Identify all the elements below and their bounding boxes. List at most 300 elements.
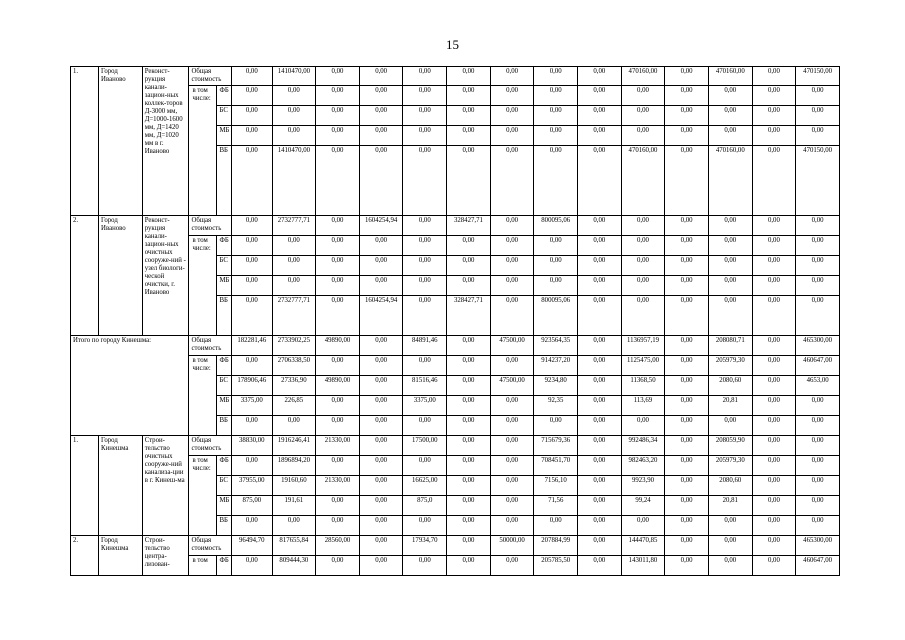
value-cell: 2732777,71 — [272, 296, 316, 336]
value-cell: 0,00 — [359, 276, 403, 296]
value-cell: 208059,90 — [708, 436, 752, 456]
item-description: Реконст-рукция канали-зацион-ных очистных сооруже-ний - узел биологи-ческой очистки, г. Иваново — [142, 216, 189, 336]
value-cell: 0,00 — [665, 276, 709, 296]
value-cell: 0,00 — [752, 106, 796, 126]
total-cost-label: Общая стоимость — [189, 536, 232, 556]
value-cell: 0,00 — [665, 296, 709, 336]
value-cell: 49890,00 — [316, 376, 360, 396]
funding-source: ВБ — [217, 296, 232, 336]
item-number: 1. — [71, 67, 99, 216]
value-cell: 0,00 — [708, 516, 752, 536]
value-cell: 0,00 — [447, 516, 491, 536]
value-cell: 460647,00 — [796, 356, 840, 376]
value-cell: 0,00 — [316, 106, 360, 126]
value-cell: 0,00 — [316, 556, 360, 576]
value-cell: 0,00 — [665, 216, 709, 236]
value-cell: 0,00 — [359, 256, 403, 276]
value-cell: 0,00 — [578, 536, 622, 556]
value-cell: 4653,00 — [796, 376, 840, 396]
value-cell: 0,00 — [232, 86, 273, 106]
value-cell: 0,00 — [316, 126, 360, 146]
value-cell: 0,00 — [578, 516, 622, 536]
value-cell: 0,00 — [403, 276, 447, 296]
value-cell: 20,81 — [708, 396, 752, 416]
value-cell: 0,00 — [534, 236, 578, 256]
value-cell: 50000,00 — [490, 536, 534, 556]
value-cell: 0,00 — [447, 146, 491, 216]
value-cell: 47500,00 — [490, 376, 534, 396]
value-cell: 182281,46 — [232, 336, 273, 356]
value-cell: 0,00 — [578, 67, 622, 86]
value-cell: 0,00 — [578, 356, 622, 376]
value-cell: 0,00 — [490, 556, 534, 576]
value-cell: 0,00 — [708, 236, 752, 256]
value-cell: 0,00 — [490, 126, 534, 146]
value-cell: 0,00 — [621, 236, 665, 256]
value-cell: 92,35 — [534, 396, 578, 416]
value-cell: 0,00 — [490, 476, 534, 496]
value-cell: 0,00 — [796, 106, 840, 126]
value-cell: 0,00 — [447, 86, 491, 106]
funding-source: ФБ — [217, 556, 232, 576]
value-cell: 0,00 — [232, 146, 273, 216]
value-cell: 0,00 — [490, 67, 534, 86]
funding-source: ВБ — [217, 516, 232, 536]
value-cell: 0,00 — [752, 216, 796, 236]
funding-source: МБ — [217, 396, 232, 416]
funding-source: БС — [217, 476, 232, 496]
value-cell: 0,00 — [232, 296, 273, 336]
value-cell: 0,00 — [490, 86, 534, 106]
total-cost-label: Общая стоимость — [189, 67, 232, 86]
value-cell: 0,00 — [490, 356, 534, 376]
value-cell: 2733902,25 — [272, 336, 316, 356]
value-cell: 0,00 — [316, 356, 360, 376]
value-cell: 0,00 — [490, 396, 534, 416]
value-cell: 205785,50 — [534, 556, 578, 576]
table-row — [71, 336, 840, 356]
value-cell: 0,00 — [403, 456, 447, 476]
value-cell: 1410470,00 — [272, 146, 316, 216]
value-cell: 992486,34 — [621, 436, 665, 456]
value-cell: 0,00 — [578, 456, 622, 476]
value-cell: 0,00 — [490, 106, 534, 126]
value-cell: 0,00 — [232, 516, 273, 536]
value-cell: 21330,00 — [316, 476, 360, 496]
value-cell: 0,00 — [316, 236, 360, 256]
value-cell: 0,00 — [272, 256, 316, 276]
value-cell: 0,00 — [232, 106, 273, 126]
value-cell: 205979,30 — [708, 456, 752, 476]
value-cell: 9923,90 — [621, 476, 665, 496]
funding-source: ФБ — [217, 236, 232, 256]
value-cell: 2706338,50 — [272, 356, 316, 376]
item-city: Город Кинешма — [99, 536, 143, 576]
item-city: Город Кинешма — [99, 436, 143, 536]
value-cell: 0,00 — [534, 276, 578, 296]
value-cell: 0,00 — [752, 456, 796, 476]
value-cell: 0,00 — [447, 126, 491, 146]
value-cell: 3375,00 — [232, 396, 273, 416]
value-cell: 0,00 — [490, 436, 534, 456]
value-cell: 0,00 — [490, 416, 534, 436]
value-cell: 0,00 — [359, 456, 403, 476]
value-cell: 0,00 — [752, 296, 796, 336]
value-cell: 0,00 — [359, 146, 403, 216]
value-cell: 208080,71 — [708, 336, 752, 356]
value-cell: 0,00 — [665, 236, 709, 256]
value-cell: 0,00 — [316, 146, 360, 216]
value-cell: 47500,00 — [490, 336, 534, 356]
value-cell: 0,00 — [752, 356, 796, 376]
value-cell: 0,00 — [359, 536, 403, 556]
value-cell: 3375,00 — [403, 396, 447, 416]
value-cell: 144470,85 — [621, 536, 665, 556]
value-cell: 0,00 — [708, 106, 752, 126]
value-cell: 0,00 — [752, 496, 796, 516]
value-cell: 49890,00 — [316, 336, 360, 356]
value-cell: 0,00 — [708, 416, 752, 436]
value-cell: 460647,00 — [796, 556, 840, 576]
value-cell: 0,00 — [447, 436, 491, 456]
value-cell: 96494,70 — [232, 536, 273, 556]
value-cell: 0,00 — [621, 516, 665, 536]
value-cell: 0,00 — [665, 416, 709, 436]
value-cell: 800095,06 — [534, 296, 578, 336]
value-cell: 0,00 — [359, 396, 403, 416]
value-cell: 923564,35 — [534, 336, 578, 356]
value-cell: 0,00 — [578, 416, 622, 436]
value-cell: 0,00 — [316, 496, 360, 516]
value-cell: 0,00 — [578, 296, 622, 336]
value-cell: 0,00 — [447, 536, 491, 556]
value-cell: 0,00 — [359, 416, 403, 436]
value-cell: 0,00 — [359, 356, 403, 376]
value-cell: 470160,00 — [708, 67, 752, 86]
funding-source: МБ — [217, 126, 232, 146]
value-cell: 0,00 — [447, 67, 491, 86]
total-cost-label: Общая стоимость — [189, 436, 232, 456]
value-cell: 0,00 — [272, 416, 316, 436]
value-cell: 0,00 — [621, 86, 665, 106]
value-cell: 0,00 — [359, 436, 403, 456]
value-cell: 191,61 — [272, 496, 316, 516]
value-cell: 0,00 — [359, 86, 403, 106]
value-cell: 19160,60 — [272, 476, 316, 496]
value-cell: 0,00 — [578, 436, 622, 456]
value-cell: 708451,70 — [534, 456, 578, 476]
value-cell: 875,00 — [232, 496, 273, 516]
value-cell: 470150,00 — [796, 67, 840, 86]
including-label: в том числе: — [189, 356, 217, 436]
value-cell: 0,00 — [665, 356, 709, 376]
value-cell: 0,00 — [403, 86, 447, 106]
item-number: 1. — [71, 436, 99, 536]
value-cell: 0,00 — [578, 146, 622, 216]
value-cell: 0,00 — [578, 126, 622, 146]
value-cell: 0,00 — [447, 396, 491, 416]
page-number: 15 — [446, 37, 459, 52]
value-cell: 0,00 — [316, 296, 360, 336]
value-cell: 0,00 — [796, 456, 840, 476]
value-cell: 0,00 — [490, 516, 534, 536]
value-cell: 0,00 — [447, 476, 491, 496]
value-cell: 1604254,94 — [359, 216, 403, 236]
value-cell: 0,00 — [534, 516, 578, 536]
value-cell: 0,00 — [708, 276, 752, 296]
value-cell: 0,00 — [796, 436, 840, 456]
value-cell: 0,00 — [359, 126, 403, 146]
funding-source: ФБ — [217, 456, 232, 476]
value-cell: 0,00 — [272, 516, 316, 536]
value-cell: 81516,46 — [403, 376, 447, 396]
value-cell: 21330,00 — [316, 436, 360, 456]
value-cell: 0,00 — [403, 67, 447, 86]
value-cell: 99,24 — [621, 496, 665, 516]
value-cell: 226,85 — [272, 396, 316, 416]
value-cell: 7156,10 — [534, 476, 578, 496]
value-cell: 0,00 — [665, 396, 709, 416]
value-cell: 0,00 — [447, 336, 491, 356]
value-cell: 0,00 — [665, 556, 709, 576]
value-cell: 205979,30 — [708, 356, 752, 376]
value-cell: 0,00 — [665, 536, 709, 556]
value-cell: 0,00 — [534, 416, 578, 436]
value-cell: 0,00 — [403, 216, 447, 236]
value-cell: 817655,84 — [272, 536, 316, 556]
value-cell: 0,00 — [272, 276, 316, 296]
value-cell: 0,00 — [490, 216, 534, 236]
value-cell: 470160,00 — [621, 146, 665, 216]
value-cell: 0,00 — [796, 276, 840, 296]
value-cell: 1410470,00 — [272, 67, 316, 86]
value-cell: 27336,90 — [272, 376, 316, 396]
value-cell: 0,00 — [316, 67, 360, 86]
value-cell: 0,00 — [490, 276, 534, 296]
value-cell: 0,00 — [490, 146, 534, 216]
value-cell: 0,00 — [534, 256, 578, 276]
value-cell: 0,00 — [447, 256, 491, 276]
value-cell: 0,00 — [316, 256, 360, 276]
value-cell: 0,00 — [621, 296, 665, 336]
table-row — [71, 216, 840, 236]
value-cell: 0,00 — [447, 356, 491, 376]
value-cell: 470160,00 — [708, 146, 752, 216]
value-cell: 0,00 — [578, 496, 622, 516]
value-cell: 0,00 — [316, 276, 360, 296]
value-cell: 0,00 — [490, 296, 534, 336]
value-cell: 0,00 — [359, 106, 403, 126]
value-cell: 84891,46 — [403, 336, 447, 356]
value-cell: 0,00 — [665, 336, 709, 356]
value-cell: 0,00 — [708, 536, 752, 556]
value-cell: 0,00 — [359, 336, 403, 356]
value-cell: 0,00 — [359, 376, 403, 396]
value-cell: 0,00 — [752, 86, 796, 106]
item-description: Строи-тельство центра-лизован- — [142, 536, 189, 576]
value-cell: 38830,00 — [232, 436, 273, 456]
value-cell: 0,00 — [578, 476, 622, 496]
value-cell: 0,00 — [534, 67, 578, 86]
funding-source: БС — [217, 106, 232, 126]
funding-source: ВБ — [217, 146, 232, 216]
value-cell: 0,00 — [447, 496, 491, 516]
value-cell: 0,00 — [665, 376, 709, 396]
value-cell: 0,00 — [578, 236, 622, 256]
value-cell: 0,00 — [359, 516, 403, 536]
value-cell: 0,00 — [796, 256, 840, 276]
value-cell: 0,00 — [403, 296, 447, 336]
value-cell: 0,00 — [403, 236, 447, 256]
value-cell: 0,00 — [665, 516, 709, 536]
value-cell: 0,00 — [752, 146, 796, 216]
value-cell: 809444,30 — [272, 556, 316, 576]
value-cell: 0,00 — [403, 516, 447, 536]
value-cell: 875,0 — [403, 496, 447, 516]
value-cell: 0,00 — [316, 216, 360, 236]
value-cell: 328427,71 — [447, 216, 491, 236]
value-cell: 0,00 — [665, 436, 709, 456]
value-cell: 0,00 — [796, 296, 840, 336]
value-cell: 0,00 — [359, 236, 403, 256]
value-cell: 0,00 — [232, 356, 273, 376]
total-cost-label: Общая стоимость — [189, 216, 232, 236]
value-cell: 0,00 — [232, 456, 273, 476]
including-label: в том числе: — [189, 236, 217, 336]
value-cell: 0,00 — [621, 106, 665, 126]
value-cell: 0,00 — [316, 86, 360, 106]
value-cell: 0,00 — [534, 126, 578, 146]
value-cell: 178906,46 — [232, 376, 273, 396]
funding-source: ФБ — [217, 356, 232, 376]
value-cell: 2080,60 — [708, 476, 752, 496]
including-label: в том — [189, 556, 217, 576]
table-row — [71, 536, 840, 556]
value-cell: 1916246,41 — [272, 436, 316, 456]
value-cell: 0,00 — [232, 556, 273, 576]
value-cell: 0,00 — [534, 146, 578, 216]
value-cell: 0,00 — [403, 416, 447, 436]
table-row — [71, 67, 840, 86]
item-description: Реконст-рукция канали-зацион-ных коллек-торов Д-3000 мм, Д=1000-1600 мм, Д=1420 мм, Д=1020 мм в г. Иваново — [142, 67, 189, 216]
value-cell: 0,00 — [232, 416, 273, 436]
value-cell: 0,00 — [752, 476, 796, 496]
value-cell: 0,00 — [752, 236, 796, 256]
including-label: в том числе: — [189, 456, 217, 536]
value-cell: 0,00 — [578, 556, 622, 576]
value-cell: 0,00 — [447, 106, 491, 126]
value-cell: 328427,71 — [447, 296, 491, 336]
value-cell: 113,69 — [621, 396, 665, 416]
value-cell: 0,00 — [578, 396, 622, 416]
value-cell: 0,00 — [665, 86, 709, 106]
value-cell: 0,00 — [665, 456, 709, 476]
value-cell: 0,00 — [578, 376, 622, 396]
funding-source: ВБ — [217, 416, 232, 436]
value-cell: 9234,80 — [534, 376, 578, 396]
value-cell: 1896894,20 — [272, 456, 316, 476]
value-cell: 0,00 — [272, 106, 316, 126]
value-cell: 0,00 — [621, 126, 665, 146]
value-cell: 0,00 — [796, 396, 840, 416]
value-cell: 0,00 — [232, 256, 273, 276]
item-city: Город Иваново — [99, 216, 143, 336]
value-cell: 0,00 — [403, 106, 447, 126]
value-cell: 0,00 — [796, 416, 840, 436]
value-cell: 0,00 — [232, 216, 273, 236]
value-cell: 0,00 — [752, 256, 796, 276]
value-cell: 0,00 — [752, 416, 796, 436]
value-cell: 0,00 — [359, 496, 403, 516]
value-cell: 0,00 — [490, 256, 534, 276]
item-description: Строи-тельство очистных сооруже-ний канализа-ции в г. Кинеш-ма — [142, 436, 189, 536]
value-cell: 0,00 — [316, 396, 360, 416]
value-cell: 0,00 — [752, 556, 796, 576]
value-cell: 17500,00 — [403, 436, 447, 456]
value-cell: 2080,60 — [708, 376, 752, 396]
value-cell: 0,00 — [752, 396, 796, 416]
value-cell: 0,00 — [232, 67, 273, 86]
value-cell: 0,00 — [403, 556, 447, 576]
value-cell: 0,00 — [447, 376, 491, 396]
value-cell: 0,00 — [621, 416, 665, 436]
value-cell: 0,00 — [232, 126, 273, 146]
value-cell: 0,00 — [578, 276, 622, 296]
value-cell: 914237,20 — [534, 356, 578, 376]
value-cell: 0,00 — [359, 476, 403, 496]
value-cell: 465300,00 — [796, 536, 840, 556]
value-cell: 0,00 — [752, 536, 796, 556]
value-cell: 0,00 — [316, 456, 360, 476]
value-cell: 0,00 — [578, 256, 622, 276]
value-cell: 0,00 — [316, 416, 360, 436]
value-cell: 0,00 — [403, 146, 447, 216]
value-cell: 0,00 — [752, 376, 796, 396]
value-cell: 37955,00 — [232, 476, 273, 496]
value-cell: 0,00 — [232, 236, 273, 256]
value-cell: 0,00 — [578, 106, 622, 126]
funding-source: БС — [217, 376, 232, 396]
value-cell: 20,81 — [708, 496, 752, 516]
value-cell: 0,00 — [665, 106, 709, 126]
value-cell: 470160,00 — [621, 67, 665, 86]
value-cell: 0,00 — [272, 236, 316, 256]
value-cell: 0,00 — [403, 126, 447, 146]
value-cell: 0,00 — [708, 556, 752, 576]
value-cell: 207884,99 — [534, 536, 578, 556]
value-cell: 0,00 — [359, 556, 403, 576]
value-cell: 1125475,00 — [621, 356, 665, 376]
value-cell: 800095,06 — [534, 216, 578, 236]
value-cell: 143011,80 — [621, 556, 665, 576]
value-cell: 0,00 — [578, 216, 622, 236]
value-cell: 0,00 — [447, 236, 491, 256]
value-cell: 0,00 — [316, 516, 360, 536]
value-cell: 0,00 — [796, 216, 840, 236]
including-label: в том числе: — [189, 86, 217, 216]
value-cell: 0,00 — [272, 86, 316, 106]
value-cell: 0,00 — [796, 496, 840, 516]
value-cell: 0,00 — [534, 86, 578, 106]
value-cell: 0,00 — [796, 86, 840, 106]
item-number: 2. — [71, 216, 99, 336]
item-city: Город Иваново — [99, 67, 143, 216]
value-cell: 0,00 — [752, 516, 796, 536]
value-cell: 0,00 — [359, 67, 403, 86]
value-cell: 0,00 — [708, 126, 752, 146]
funding-source: БС — [217, 256, 232, 276]
value-cell: 0,00 — [578, 336, 622, 356]
